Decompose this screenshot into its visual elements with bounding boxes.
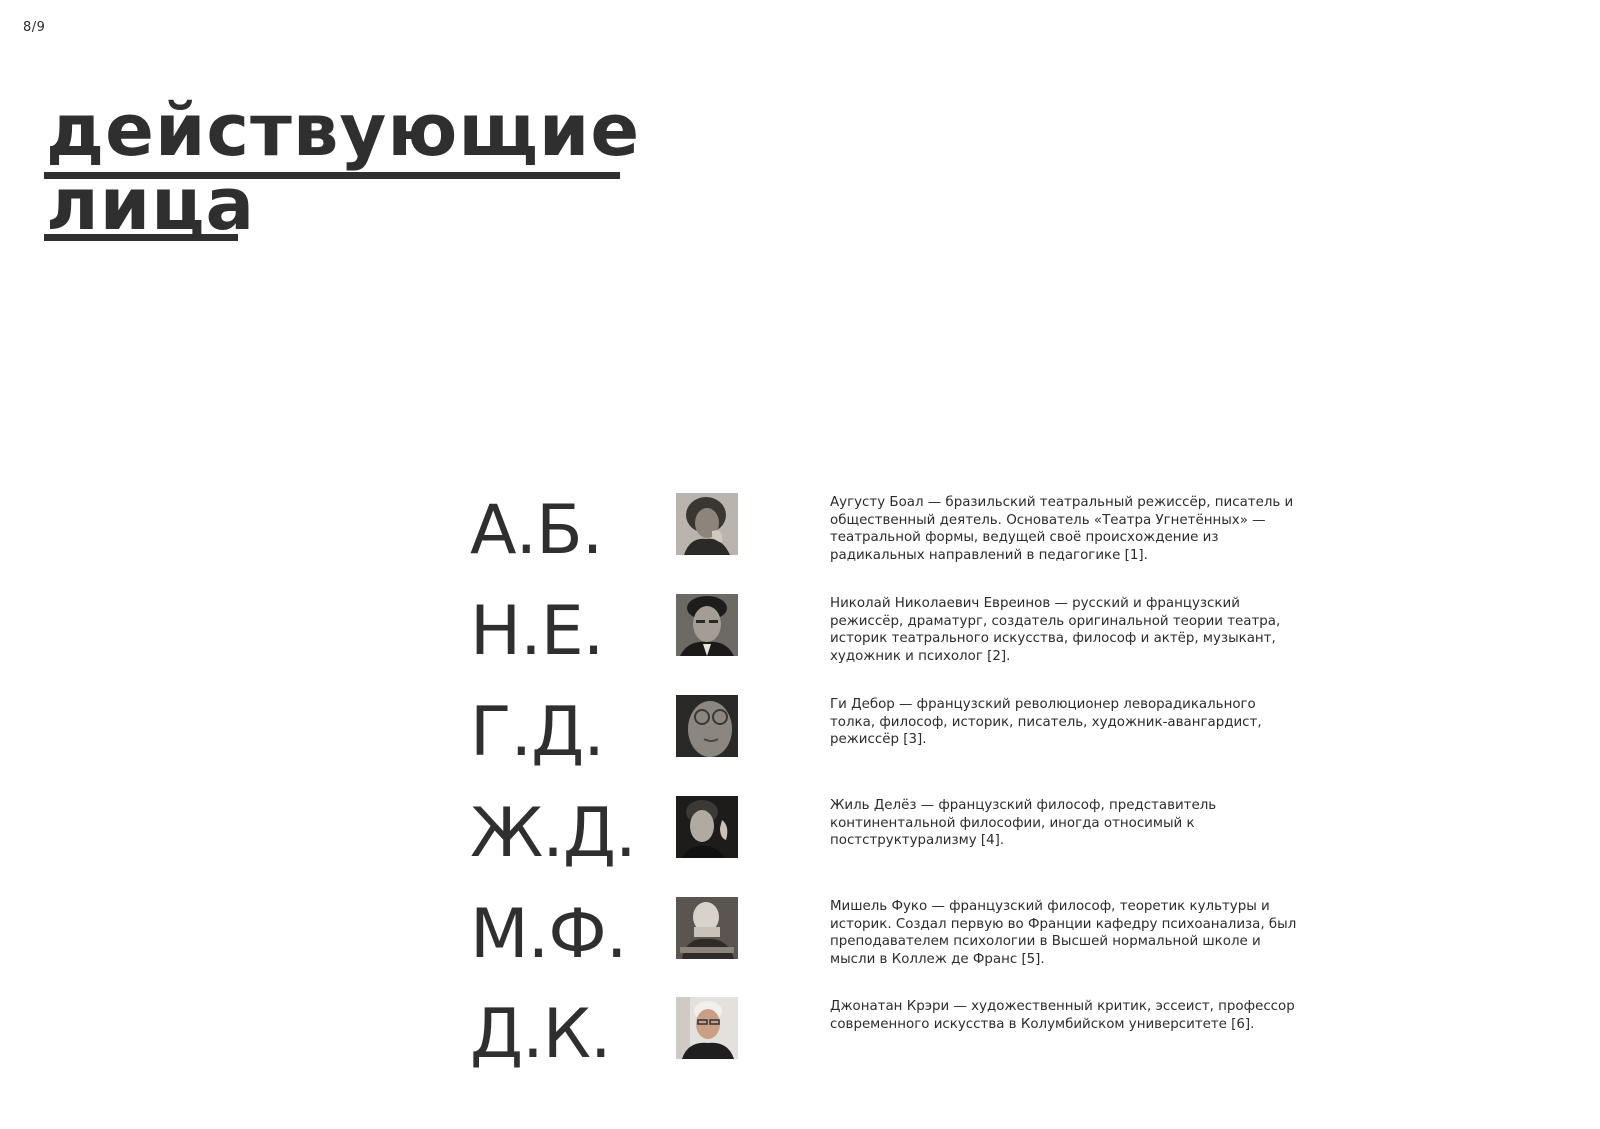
page-title-line-2: лица	[46, 162, 256, 246]
page-number: 8/9	[23, 20, 46, 35]
person-entry	[470, 695, 1350, 785]
person-initials: Н.Е.	[470, 592, 604, 671]
portrait-photo	[676, 594, 738, 656]
portrait-image	[676, 796, 738, 858]
portrait-image	[676, 897, 738, 959]
page-title-line-1: действующие	[44, 84, 620, 179]
person-bio: Ги Дебор — французский революционер леворадикального толка, философ, историк, писатель, художник-авангардист, режиссёр [3].	[830, 697, 1262, 748]
portrait-photo	[676, 796, 738, 858]
person-initials: Д.К.	[470, 995, 611, 1074]
person-initials: М.Ф.	[470, 895, 627, 974]
person-bio: Жиль Делёз — французский философ, представитель континентальной философии, иногда относимый к постструктурализму [4].	[830, 798, 1217, 849]
portrait-image	[676, 493, 738, 555]
person-bio: Мишель Фуко — французский философ, теоретик культуры и историк. Создал первую во Франции кафедру психоанализа, был преподавателем психологии в Высшей нормальной школе и мысли в Коллеж де Франс [5].	[830, 899, 1297, 967]
person-entry	[470, 997, 1350, 1087]
person-entry	[470, 897, 1350, 987]
person-bio: Николай Николаевич Евреинов — русский и французский режиссёр, драматург, создатель оригинальной теории театра, историк театрального искусства, философ и актёр, музыкант, художник и психолог [2].	[830, 596, 1281, 664]
person-entry	[470, 796, 1350, 886]
portrait-image	[676, 695, 738, 757]
portrait-photo	[676, 695, 738, 757]
portrait-photo	[676, 997, 738, 1059]
portrait-photo	[676, 493, 738, 555]
person-entry	[470, 493, 1350, 583]
person-bio: Аугусту Боал — бразильский театральный режиссёр, писатель и общественный деятель. Основатель «Театра Угнетённых» — театральной формы, ведущей своё происхождение из радикальных направлений в педагогике [1].	[830, 495, 1294, 563]
person-initials: Г.Д.	[470, 693, 604, 772]
person-bio: Джонатан Крэри — художественный критик, эссеист, профессор современного искусства в Колумбийском университете [6].	[830, 999, 1295, 1032]
person-entry	[470, 594, 1350, 684]
person-initials: А.Б.	[470, 491, 603, 570]
person-initials: Ж.Д.	[470, 794, 636, 873]
portrait-image	[676, 997, 738, 1059]
portrait-image	[676, 594, 738, 656]
portrait-photo	[676, 897, 738, 959]
